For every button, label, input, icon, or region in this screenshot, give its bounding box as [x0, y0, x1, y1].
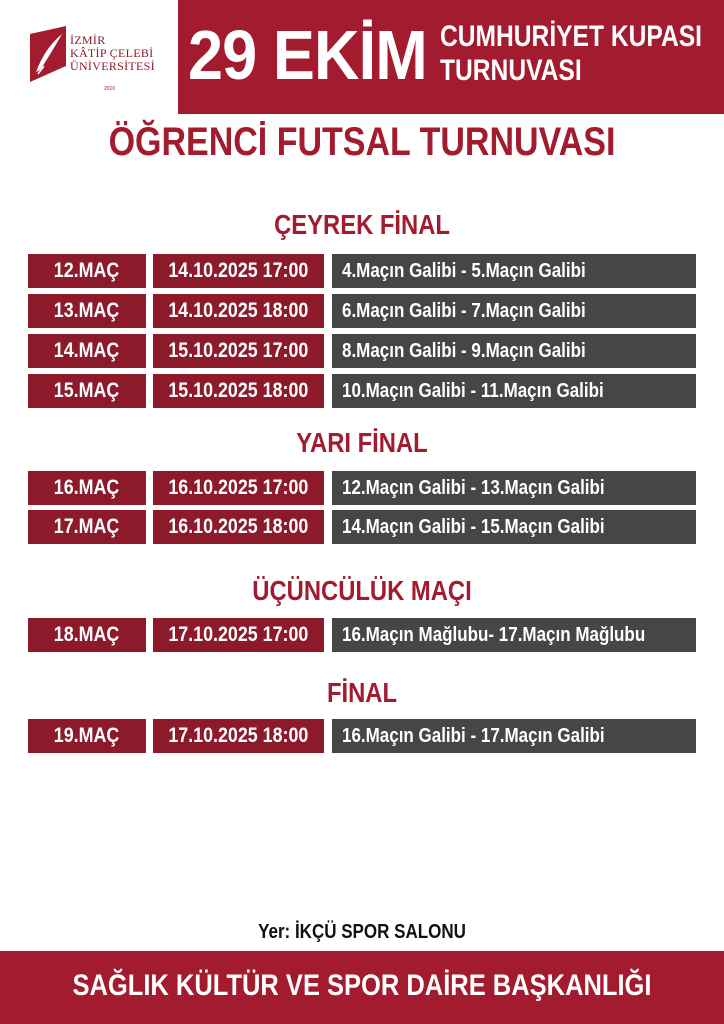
match-datetime: 17.10.2025 18:00 [153, 719, 324, 753]
match-number: 16.MAÇ [28, 471, 146, 505]
match-datetime: 14.10.2025 17:00 [153, 254, 324, 288]
match-row [28, 618, 696, 652]
match-datetime: 15.10.2025 17:00 [153, 334, 324, 368]
match-number: 18.MAÇ [28, 618, 146, 652]
match-row [28, 510, 696, 544]
match-row [28, 294, 696, 328]
venue-label: Yer: İKÇÜ SPOR SALONU [258, 921, 466, 943]
stage-title-third-place: ÜÇÜNCÜLÜK MAÇI [252, 575, 472, 606]
cup-title-line-1: CUMHURİYET KUPASI [440, 20, 702, 53]
logo-year: 2010 [104, 86, 116, 92]
match-teams: 8.Maçın Galibi - 9.Maçın Galibi [332, 334, 696, 368]
match-teams: 16.Maçın Mağlubu- 17.Maçın Mağlubu [332, 618, 696, 652]
match-row [28, 719, 696, 753]
match-row [28, 374, 696, 408]
match-datetime: 16.10.2025 17:00 [153, 471, 324, 505]
match-number: 17.MAÇ [28, 510, 146, 544]
match-number: 19.MAÇ [28, 719, 146, 753]
match-row [28, 254, 696, 288]
match-teams: 16.Maçın Galibi - 17.Maçın Galibi [332, 719, 696, 753]
logo-wordmark [70, 34, 170, 73]
university-logo [28, 24, 168, 94]
logo-line-1: İZMİR [70, 33, 106, 47]
logo-line-3: ÜNİVERSİTESİ [70, 59, 155, 73]
quill-logo-icon [28, 26, 68, 84]
match-teams: 10.Maçın Galibi - 11.Maçın Galibi [332, 374, 696, 408]
stage-title-quarter-final: ÇEYREK FİNAL [274, 209, 450, 240]
title-banner [178, 0, 724, 114]
organizer-department: SAĞLIK KÜLTÜR VE SPOR DAİRE BAŞKANLIĞI [72, 969, 652, 1002]
cup-title-line-2: TURNUVASI [440, 54, 582, 87]
match-row [28, 334, 696, 368]
event-date-title: 29 EKİM [188, 16, 427, 94]
match-datetime: 15.10.2025 18:00 [153, 374, 324, 408]
match-row [28, 471, 696, 505]
match-number: 12.MAÇ [28, 254, 146, 288]
match-teams: 14.Maçın Galibi - 15.Maçın Galibi [332, 510, 696, 544]
stage-title-semi-final: YARI FİNAL [296, 427, 428, 458]
match-datetime: 17.10.2025 17:00 [153, 618, 324, 652]
stage-title-final: FİNAL [326, 677, 398, 708]
match-teams: 12.Maçın Galibi - 13.Maçın Galibi [332, 471, 696, 505]
match-number: 13.MAÇ [28, 294, 146, 328]
match-teams: 6.Maçın Galibi - 7.Maçın Galibi [332, 294, 696, 328]
match-number: 14.MAÇ [28, 334, 146, 368]
cup-title [440, 20, 702, 88]
logo-line-2: KÂTİP ÇELEBİ [70, 46, 154, 60]
match-datetime: 14.10.2025 18:00 [153, 294, 324, 328]
match-datetime: 16.10.2025 18:00 [153, 510, 324, 544]
footer-banner [0, 951, 724, 1024]
match-teams: 4.Maçın Galibi - 5.Maçın Galibi [332, 254, 696, 288]
match-number: 15.MAÇ [28, 374, 146, 408]
tournament-subtitle: ÖĞRENCİ FUTSAL TURNUVASI [108, 120, 616, 164]
